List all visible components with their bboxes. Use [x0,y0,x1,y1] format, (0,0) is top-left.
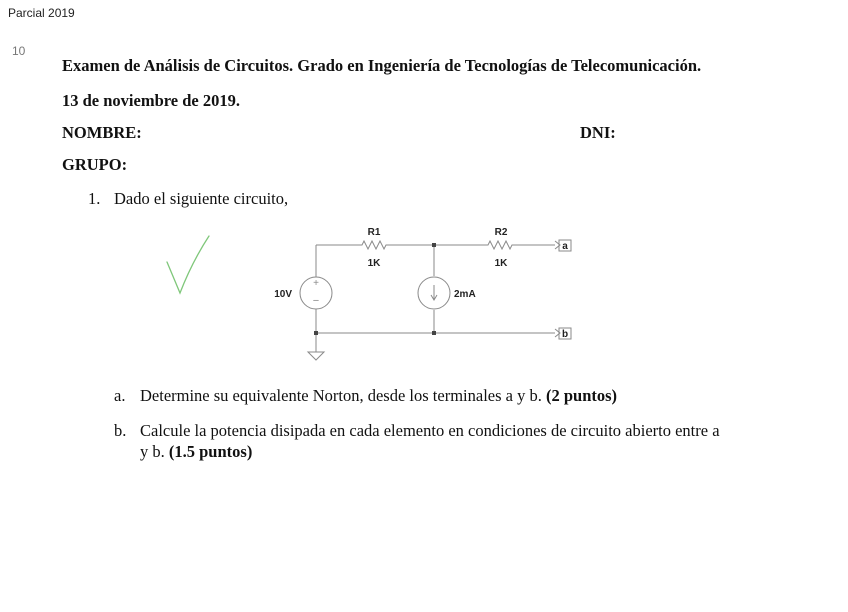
current-source-label: 2mA [454,289,476,300]
r2-name: R2 [494,227,508,238]
part-b-line2 [140,442,252,462]
part-a-points: (2 puntos) [545,386,618,405]
r1-name: R1 [367,227,381,238]
arrow-down-icon [431,285,437,300]
question-1-text: Dado el siguiente circuito, [114,189,289,208]
plus-sign: + [313,278,319,289]
terminal-b-label: b [561,329,569,340]
question-1-number: 1. [88,189,101,208]
checkmark-icon [167,236,209,293]
terminal-a-label: a [562,241,568,252]
junction-node [432,331,436,335]
r2-value: 1K [494,258,508,269]
voltage-source-label: 10V [274,289,292,300]
part-b-text-line2: y b. [140,442,165,461]
dni-label: DNI: [580,123,616,142]
part-b [114,421,720,441]
junction-node [314,331,318,335]
circuit-diagram [150,220,590,370]
nombre-label: NOMBRE: [62,123,142,142]
exam-title: Examen de Análisis de Circuitos. Grado en Ingeniería de Tecnologías de Telecomunicación. [62,56,702,75]
question-1 [88,189,288,209]
r1-value: 1K [367,258,381,269]
part-a-text: Determine su equivalente Norton, desde los terminales a y b. [140,386,542,405]
part-b-text-line1: Calcule la potencia disipada en cada elemento en condiciones de circuito abierto entre a [140,421,720,440]
part-b-letter: b. [114,421,127,440]
junction-node [432,243,436,247]
page-number: 10 [12,44,26,58]
part-b-points: (1.5 puntos) [168,442,253,461]
minus-sign: − [312,295,320,307]
part-a [114,386,617,406]
part-a-letter: a. [114,386,126,405]
document-title: Parcial 2019 [8,6,75,20]
exam-date: 13 de noviembre de 2019. [62,91,240,110]
ground-icon [308,352,324,360]
grupo-label: GRUPO: [62,155,128,174]
